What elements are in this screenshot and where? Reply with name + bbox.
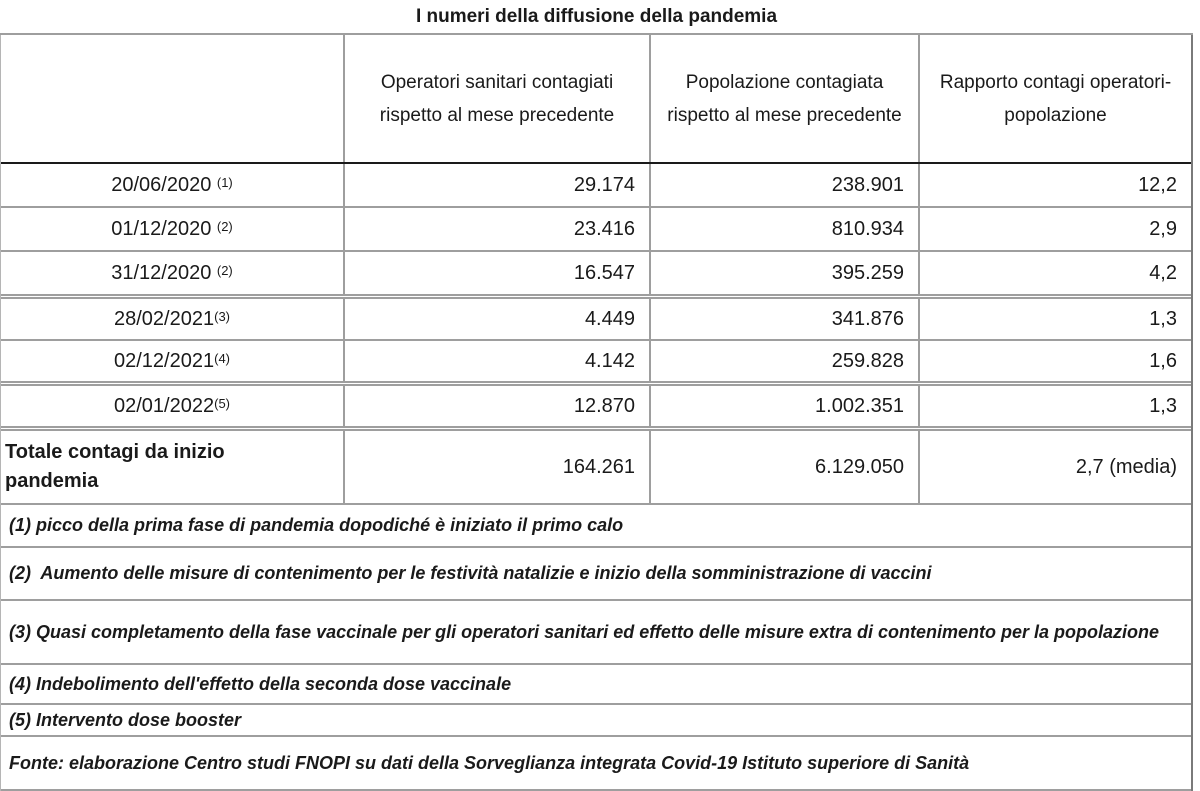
table-title: I numeri della diffusione della pandemia: [0, 0, 1193, 35]
footnote-1: (1) picco della prima fase di pandemia dopodiché è iniziato il primo calo: [1, 505, 1191, 548]
col-header-popolazione: Popolazione contagiata rispetto al mese precedente: [651, 35, 920, 162]
col-header-rapporto: Rapporto contagi operatori-popolazione: [939, 71, 1172, 126]
date-cell: 02/01/2022 $^{(5)}$: [1, 386, 345, 426]
rapporto-value: 1,3: [1149, 394, 1177, 417]
header-row: [1, 35, 1191, 164]
date-cell: 20/06/2020 $^{(1)}$: [1, 164, 345, 206]
date-label: 28/02/2021: [114, 307, 215, 330]
total-operatori-value: 164.261: [345, 431, 651, 503]
footnote-5: (5) Intervento dose booster: [1, 705, 1191, 737]
rapporto-value: 2,9: [1149, 217, 1177, 240]
table-row: [1, 252, 1191, 299]
col-header-operatori: Operatori sanitari contagiati rispetto al mese precedente: [345, 35, 651, 162]
footnote-4: (4) Indebolimento dell'effetto della seconda dose vaccinale: [1, 665, 1191, 705]
footnote-2: (2) Aumento delle misure di contenimento per le festività natalizie e inizio della somministrazione di vaccini: [1, 548, 1191, 601]
table-row: [1, 386, 1191, 431]
popolazione-value: 1.002.351: [651, 386, 920, 426]
operatori-value: 23.416: [345, 208, 651, 250]
operatori-value: 29.174: [345, 164, 651, 206]
date-cell: 31/12/2020 $^{(2)}$: [1, 252, 345, 294]
col-header-empty: [1, 35, 345, 162]
popolazione-value: 810.934: [651, 208, 920, 250]
footnote-3: (3) Quasi completamento della fase vaccinale per gli operatori sanitari ed effetto delle misure extra di contenimento per la popolazione: [1, 601, 1191, 665]
operatori-value: 4.449: [345, 299, 651, 339]
date-label: 02/12/2021: [114, 349, 215, 372]
popolazione-value: 238.901: [651, 164, 920, 206]
total-popolazione-value: 6.129.050: [651, 431, 920, 503]
table-row: [1, 341, 1191, 386]
total-row: [1, 431, 1191, 505]
total-label: Totale contagi da inizio pandemia: [1, 431, 345, 503]
table-row: [1, 164, 1191, 208]
date-label: 02/01/2022: [114, 394, 215, 417]
popolazione-value: 395.259: [651, 252, 920, 294]
rapporto-value: 4,2: [1149, 261, 1177, 284]
rapporto-value: 1,3: [1149, 307, 1177, 330]
date-cell: 28/02/2021 $^{(3)}$: [1, 299, 345, 339]
date-label: 01/12/2020: [111, 217, 217, 240]
table-row: [1, 299, 1191, 341]
operatori-value: 16.547: [345, 252, 651, 294]
popolazione-value: 259.828: [651, 341, 920, 381]
operatori-value: 12.870: [345, 386, 651, 426]
source-note: Fonte: elaborazione Centro studi FNOPI su dati della Sorveglianza integrata Covid-19 Istituto superiore di Sanità: [1, 737, 1191, 791]
rapporto-value: 12,2: [1138, 173, 1177, 196]
rapporto-value: 1,6: [1149, 349, 1177, 372]
table-body: [0, 35, 1193, 791]
total-rapporto-value: 2,7 (media): [1075, 455, 1177, 478]
table-row: [1, 208, 1191, 252]
operatori-value: 4.142: [345, 341, 651, 381]
date-cell: 02/12/2021 $^{(4)}$: [1, 341, 345, 381]
date-cell: 01/12/2020 $^{(2)}$: [1, 208, 345, 250]
date-label: 31/12/2020: [111, 261, 217, 284]
date-label: 20/06/2020: [111, 173, 217, 196]
popolazione-value: 341.876: [651, 299, 920, 339]
